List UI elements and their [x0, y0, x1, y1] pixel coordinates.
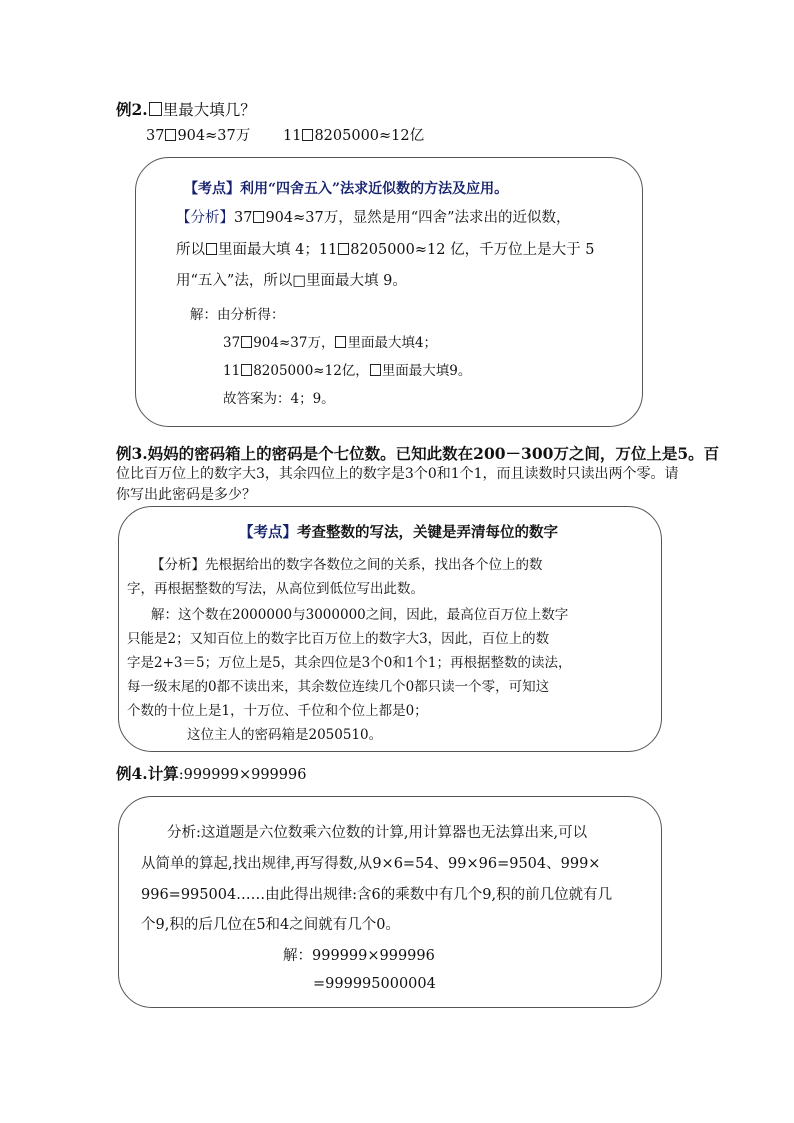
blank-box-icon: [165, 129, 176, 141]
ex3-body-line-3: 解：这个数在2000000与3000000之间，因此，最高位百万位上数字: [151, 607, 569, 623]
ex4-result: =999995000004: [313, 976, 436, 992]
blank-box-icon: [241, 336, 252, 348]
ex2-answer: 故答案为：4；9。: [223, 391, 335, 407]
ex2-problem-a: 37 904≈37万: [146, 128, 251, 144]
ex3-line-3: 你写出此密码是多少？: [116, 487, 256, 503]
ex4-jie: 解：999999×999996: [283, 948, 435, 964]
ex2-fenxi-line-1: 【分析】37 904≈37万，显然是用“四舍”法求出的近似数，: [176, 210, 571, 226]
ex3-kaodian: 【考点】考查整数的写法，关键是弄清每位的数字: [239, 524, 558, 541]
ex4-title: 例4.计算:999999×999996: [116, 764, 307, 783]
blank-box-icon: [253, 211, 264, 223]
ex3-answer: 这位主人的密码箱是2050510。: [187, 727, 383, 743]
blank-box-icon: [302, 129, 313, 141]
ex2-fenxi-line-2: 所以 里面最大填 4；11 8205000≈12 亿，千万位上是大于 5: [176, 242, 595, 258]
ex3-line-1: 例3.妈妈的密码箱上的密码是个七位数。已知此数在200－300万之间，万位上是5。百: [116, 444, 720, 463]
ex3-body-line-7: 个数的十位上是1，十万位、千位和个位上都是0；: [127, 703, 428, 719]
ex3-body-line-1: 【分析】先根据给出的数字各数位之间的关系，找出各个位上的数: [151, 557, 543, 573]
ex4-body-line-4: 个9,积的后几位在5和4之间就有几个0。: [141, 917, 401, 933]
ex3-solution-box: [118, 506, 662, 752]
blank-box-icon: [149, 102, 162, 116]
ex4-body-line-1: 分析:这道题是六位数乘六位数的计算,用计算器也无法算出来,可以: [167, 825, 588, 841]
ex3-body-line-2: 字，再根据整数的写法，从高位到低位写出此数。: [127, 581, 424, 597]
ex2-jie: 解：由分析得：: [190, 307, 285, 323]
ex4-solution-box: [118, 796, 662, 1008]
ex2-title: 例2. 里最大填几？: [116, 100, 256, 119]
ex2-solution-box: [135, 157, 643, 427]
ex2-kaodian: 【考点】利用“四舍五入”法求近似数的方法及应用。: [184, 181, 509, 197]
blank-box-icon: [335, 336, 346, 348]
ex3-body-line-6: 每一级末尾的0都不读出来，其余数位连续几个0都只读一个零，可知这: [127, 679, 550, 695]
ex2-jie-line-1: 37 904≈37万， 里面最大填4；: [223, 335, 438, 351]
ex2-jie-line-2: 11 8205000≈12亿， 里面最大填9。: [223, 363, 472, 379]
blank-box-icon: [206, 243, 217, 255]
ex4-body-line-3: 996=995004……由此得出规律:含6的乘数中有几个9,积的前几位就有几: [141, 887, 613, 903]
ex2-fenxi-line-3: 用“五入”法，所以□里面最大填 9。: [176, 273, 407, 289]
ex2-problem-b: 11 8205000≈12亿: [283, 128, 425, 144]
blank-box-icon: [338, 243, 349, 255]
ex3-line-2: 位比百万位上的数字大3，其余四位上的数字是3个0和1个1，而且读数时只读出两个零。请: [116, 466, 679, 482]
ex4-body-line-2: 从简单的算起,找出规律,再写得数,从9×6=54、99×96=9504、999×: [141, 856, 601, 872]
ex3-body-line-5: 字是2+3＝5；万位上是5，其余四位是3个0和1个1；再根据整数的读法，: [127, 655, 572, 671]
blank-box-icon: [241, 364, 252, 376]
blank-box-icon: [370, 364, 381, 376]
ex3-body-line-4: 只能是2；又知百位上的数字比百万位上的数字大3，因此，百位上的数: [127, 631, 550, 647]
